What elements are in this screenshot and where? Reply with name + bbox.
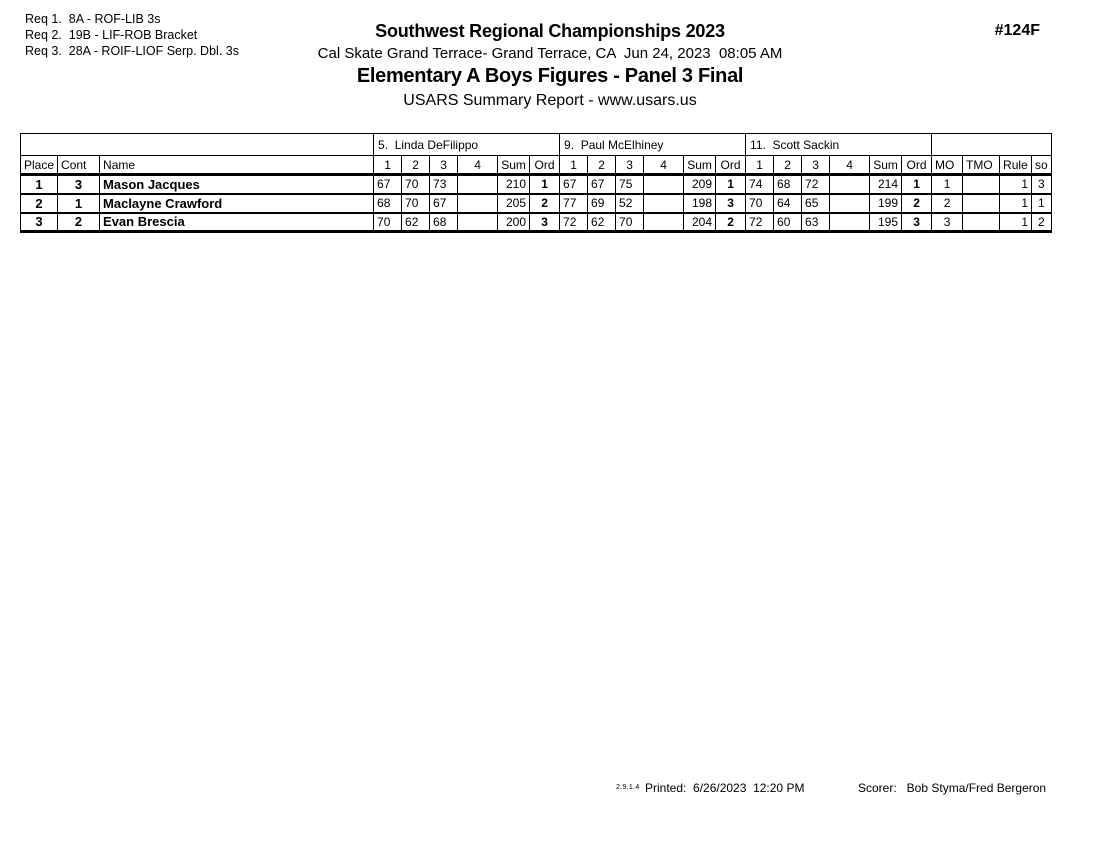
ord-cell: 1 <box>530 175 560 194</box>
rule-header: Rule <box>1000 156 1032 175</box>
j2-col4-header: 4 <box>644 156 684 175</box>
score-cell: 67 <box>588 175 616 194</box>
mo-cell: 3 <box>932 213 963 232</box>
printed-timestamp: Printed: 6/26/2023 12:20 PM <box>645 781 805 795</box>
score-cell: 68 <box>374 194 402 213</box>
software-version: 2.9.1.4 <box>616 784 640 791</box>
place-header: Place <box>21 156 58 175</box>
rule-cell: 1 <box>1000 194 1032 213</box>
ord-cell: 2 <box>902 194 932 213</box>
ord-cell: 3 <box>902 213 932 232</box>
score-cell: 70 <box>402 194 430 213</box>
score-cell: 70 <box>374 213 402 232</box>
score-cell: 67 <box>374 175 402 194</box>
column-header-row <box>21 156 1052 175</box>
score-cell <box>830 213 870 232</box>
score-cell: 74 <box>746 175 774 194</box>
j1-ord-header: Ord <box>530 156 560 175</box>
j1-col2-header: 2 <box>402 156 430 175</box>
score-cell: 62 <box>402 213 430 232</box>
score-cell: 70 <box>402 175 430 194</box>
score-cell: 67 <box>560 175 588 194</box>
score-cell: 62 <box>588 213 616 232</box>
score-cell: 60 <box>774 213 802 232</box>
venue-date-line: Cal Skate Grand Terrace- Grand Terrace, CA Jun 24, 2023 08:05 AM <box>317 45 783 62</box>
sum-cell: 209 <box>684 175 716 194</box>
j3-col2-header: 2 <box>774 156 802 175</box>
so-cell: 1 <box>1032 194 1052 213</box>
result-row-2 <box>21 194 1052 213</box>
ord-cell: 2 <box>716 213 746 232</box>
rule-cell: 1 <box>1000 213 1032 232</box>
score-cell: 70 <box>616 213 644 232</box>
score-cell: 67 <box>430 194 458 213</box>
score-cell: 65 <box>802 194 830 213</box>
sum-cell: 204 <box>684 213 716 232</box>
judges-row-spacer-left <box>21 134 374 156</box>
skater-name: Evan Brescia <box>100 213 374 232</box>
ord-cell: 3 <box>716 194 746 213</box>
mo-cell: 1 <box>932 175 963 194</box>
cont-header: Cont <box>58 156 100 175</box>
rule-cell: 1 <box>1000 175 1032 194</box>
tmo-cell <box>963 175 1000 194</box>
j1-col4-header: 4 <box>458 156 498 175</box>
cont-cell: 3 <box>58 175 100 194</box>
score-cell: 64 <box>774 194 802 213</box>
mo-header: MO <box>932 156 963 175</box>
place-cell: 1 <box>21 175 58 194</box>
j2-sum-header: Sum <box>684 156 716 175</box>
j1-col1-header: 1 <box>374 156 402 175</box>
results-table <box>20 133 1052 233</box>
ord-cell: 1 <box>902 175 932 194</box>
event-title: Elementary A Boys Figures - Panel 3 Final <box>356 65 744 87</box>
j1-col3-header: 3 <box>430 156 458 175</box>
requirement-line-1: Req 1. 8A - ROF-LIB 3s <box>25 12 161 26</box>
place-cell: 2 <box>21 194 58 213</box>
so-cell: 3 <box>1032 175 1052 194</box>
j3-col4-header: 4 <box>830 156 870 175</box>
event-number: #124F <box>994 22 1040 39</box>
cont-cell: 2 <box>58 213 100 232</box>
scorer-credit: Scorer: Bob Styma/Fred Bergeron <box>858 781 1047 795</box>
judges-header-row <box>21 134 1052 156</box>
judge-2-name: 9. Paul McElhiney <box>560 134 746 156</box>
skater-name: Maclayne Crawford <box>100 194 374 213</box>
ord-cell: 2 <box>530 194 560 213</box>
j2-ord-header: Ord <box>716 156 746 175</box>
score-cell: 70 <box>746 194 774 213</box>
tmo-header: TMO <box>963 156 1000 175</box>
requirement-line-2: Req 2. 19B - LIF-ROB Bracket <box>25 28 198 42</box>
j2-col1-header: 1 <box>560 156 588 175</box>
sum-cell: 210 <box>498 175 530 194</box>
score-cell: 72 <box>746 213 774 232</box>
score-cell: 52 <box>616 194 644 213</box>
place-cell: 3 <box>21 213 58 232</box>
score-cell <box>458 194 498 213</box>
j2-col3-header: 3 <box>616 156 644 175</box>
judges-row-spacer-right <box>932 134 1052 156</box>
j3-col1-header: 1 <box>746 156 774 175</box>
sum-cell: 214 <box>870 175 902 194</box>
tmo-cell <box>963 194 1000 213</box>
score-cell: 72 <box>802 175 830 194</box>
score-cell: 77 <box>560 194 588 213</box>
skater-name: Mason Jacques <box>100 175 374 194</box>
j3-col3-header: 3 <box>802 156 830 175</box>
score-cell <box>644 213 684 232</box>
report-subtitle: USARS Summary Report - www.usars.us <box>403 92 697 109</box>
j2-col2-header: 2 <box>588 156 616 175</box>
so-header: so <box>1032 156 1052 175</box>
score-cell: 75 <box>616 175 644 194</box>
so-cell: 2 <box>1032 213 1052 232</box>
score-cell <box>644 194 684 213</box>
cont-cell: 1 <box>58 194 100 213</box>
sum-cell: 200 <box>498 213 530 232</box>
sum-cell: 199 <box>870 194 902 213</box>
sum-cell: 195 <box>870 213 902 232</box>
sum-cell: 205 <box>498 194 530 213</box>
name-header: Name <box>100 156 374 175</box>
score-cell: 68 <box>774 175 802 194</box>
j3-sum-header: Sum <box>870 156 902 175</box>
ord-cell: 3 <box>530 213 560 232</box>
score-cell: 63 <box>802 213 830 232</box>
championship-title: Southwest Regional Championships 2023 <box>375 21 725 41</box>
score-cell: 72 <box>560 213 588 232</box>
score-cell <box>830 175 870 194</box>
score-cell <box>458 175 498 194</box>
score-cell <box>644 175 684 194</box>
judge-1-name: 5. Linda DeFilippo <box>374 134 560 156</box>
j1-sum-header: Sum <box>498 156 530 175</box>
title-block <box>0 21 1100 110</box>
score-cell: 73 <box>430 175 458 194</box>
score-cell <box>458 213 498 232</box>
j3-ord-header: Ord <box>902 156 932 175</box>
mo-cell: 2 <box>932 194 963 213</box>
result-row-1 <box>21 175 1052 194</box>
score-cell <box>830 194 870 213</box>
tmo-cell <box>963 213 1000 232</box>
sum-cell: 198 <box>684 194 716 213</box>
score-cell: 69 <box>588 194 616 213</box>
result-row-3 <box>21 213 1052 232</box>
ord-cell: 1 <box>716 175 746 194</box>
score-cell: 68 <box>430 213 458 232</box>
judge-3-name: 11. Scott Sackin <box>746 134 932 156</box>
requirement-line-3: Req 3. 28A - ROIF-LIOF Serp. Dbl. 3s <box>25 44 239 58</box>
